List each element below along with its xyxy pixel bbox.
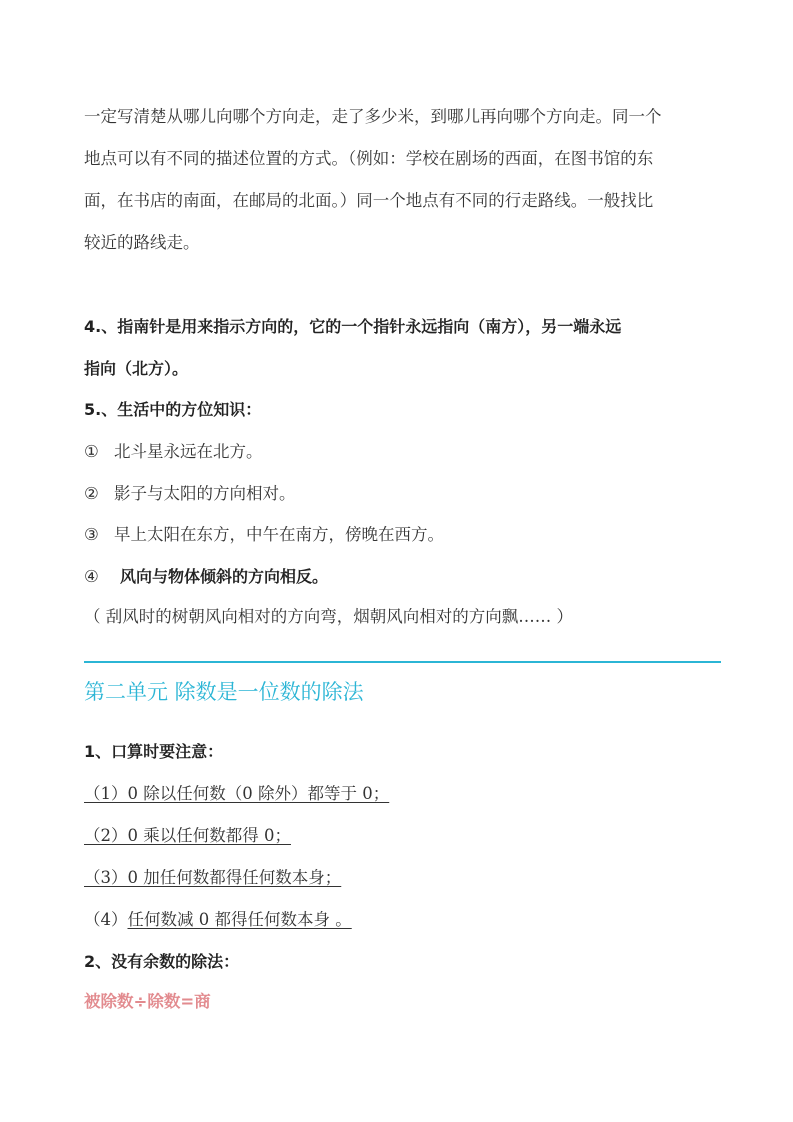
section-heading: 1、口算时要注意： [84, 742, 224, 761]
list-item-text: 早上太阳在东方，中午在南方，傍晚在西方。 [114, 525, 444, 544]
list-marker: ② [84, 484, 99, 503]
rule-prefix: （4） [84, 910, 128, 929]
intro-line: 一定写清楚从哪儿向哪个方向走，走了多少米，到哪儿再向哪个方向走。同一个 [84, 107, 662, 126]
list-item [84, 482, 296, 506]
division-formula: 被除数÷除数=商 [84, 992, 211, 1011]
rule-line: （3）0 加任何数都得任何数本身； [84, 868, 342, 887]
point4-line: 指向（北方）。 [84, 359, 189, 378]
list-item-text: 北斗星永远在北方。 [114, 442, 263, 461]
section-divider [84, 661, 721, 663]
note-line: （ 刮风时的树朝风向相对的方向弯，烟朝风向相对的方向飘…… ） [84, 607, 573, 626]
rule-line: （2）0 乘以任何数都得 0； [84, 826, 291, 845]
list-item [84, 523, 444, 547]
list-item [84, 440, 263, 464]
list-item-text: 影子与太阳的方向相对。 [114, 484, 296, 503]
intro-line: 面，在书店的南面，在邮局的北面。）同一个地点有不同的行走路线。一般找比 [84, 191, 654, 210]
list-marker: ③ [84, 525, 99, 544]
list-marker: ① [84, 442, 99, 461]
point5-heading: 5.、生活中的方位知识： [84, 400, 262, 419]
section-heading: 2、没有余数的除法： [84, 952, 240, 971]
rule-line [84, 908, 352, 932]
list-marker: ④ [84, 567, 99, 586]
rule-text: 任何数减 0 都得任何数本身 。 [127, 910, 352, 929]
list-item-text: 风向与物体倾斜的方向相反。 [120, 567, 329, 586]
point4-line: 4.、指南针是用来指示方向的，它的一个指针永远指向（南方），另一端永远 [84, 317, 622, 336]
list-item [84, 565, 328, 589]
intro-line: 较近的路线走。 [84, 233, 200, 252]
unit-title: 第二单元 除数是一位数的除法 [84, 680, 364, 704]
rule-line: （1）0 除以任何数（0 除外）都等于 0； [84, 784, 390, 803]
intro-line: 地点可以有不同的描述位置的方式。（例如：学校在剧场的西面，在图书馆的东 [84, 149, 654, 168]
